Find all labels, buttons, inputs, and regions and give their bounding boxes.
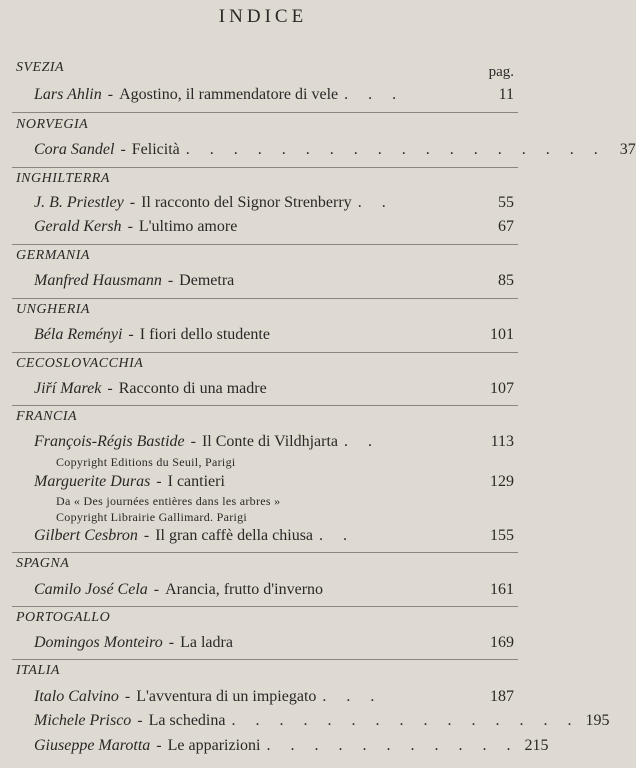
entry-author: Italo Calvino xyxy=(34,688,119,705)
index-entry[interactable]: Gerald Kersh - L'ultimo amore 67 xyxy=(34,218,514,235)
section-divider xyxy=(12,606,518,607)
entry-author: Michele Prisco xyxy=(34,712,132,729)
leader-dots: . . . xyxy=(344,86,405,103)
entry-page: 215 xyxy=(524,737,549,754)
entry-title: L'ultimo amore xyxy=(138,218,238,235)
entry-page: 195 xyxy=(585,712,610,729)
entry-title: Demetra xyxy=(179,272,235,289)
index-entry[interactable]: Domingos Monteiro - La ladra 169 xyxy=(34,634,514,651)
index-entry[interactable]: Manfred Hausmann - Demetra 85 xyxy=(34,272,514,289)
entry-page: 129 xyxy=(490,473,514,490)
entry-author: Giuseppe Marotta xyxy=(34,737,151,754)
index-entry[interactable]: Gilbert Cesbron - Il gran caffè della chiusa . . 155 xyxy=(34,527,514,544)
entry-author: Jiří Marek xyxy=(34,380,102,397)
section-divider xyxy=(12,659,518,660)
entry-page: 187 xyxy=(490,688,514,705)
entry-title: Arancia, frutto d'inverno xyxy=(165,581,324,598)
section-divider xyxy=(12,298,518,299)
index-entry[interactable]: Lars Ahlin - Agostino, il rammendatore di vele . . . 11 xyxy=(34,86,514,103)
country-heading: INGHILTERRA xyxy=(16,171,110,186)
entry-page: 67 xyxy=(498,218,514,235)
entry-title: Le apparizioni xyxy=(167,737,261,754)
entry-title: Il gran caffè della chiusa xyxy=(155,527,314,544)
section-divider xyxy=(12,167,518,168)
country-heading: PORTOGALLO xyxy=(16,610,111,625)
copyright-note: Copyright Librairie Gallimard. Parigi xyxy=(56,510,248,524)
page-title: INDICE xyxy=(218,6,308,27)
source-note: Da « Des journées entières dans les arbres » xyxy=(56,494,281,508)
entry-page: 161 xyxy=(490,581,514,598)
section-divider xyxy=(12,112,518,113)
entry-page: 155 xyxy=(490,527,514,544)
entry-page: 11 xyxy=(498,86,514,103)
index-entry[interactable]: Camilo José Cela - Arancia, frutto d'inverno 161 xyxy=(34,581,514,598)
copyright-note: Copyright Editions du Seuil, Parigi xyxy=(56,455,236,469)
entry-author: Cora Sandel xyxy=(34,141,115,158)
country-heading: GERMANIA xyxy=(16,248,90,263)
entry-page: 85 xyxy=(498,272,514,289)
entry-author: Gerald Kersh xyxy=(34,218,122,235)
country-heading: NORVEGIA xyxy=(16,117,89,132)
entry-title: I fiori dello studente xyxy=(139,326,270,343)
leader-dots: . . . xyxy=(322,688,383,705)
entry-title: L'avventura di un impiegato xyxy=(136,688,317,705)
index-entry[interactable]: Italo Calvino - L'avventura di un impiegato . . . 187 xyxy=(34,688,514,705)
entry-title: Felicità xyxy=(131,141,180,158)
country-heading: CECOSLOVACCHIA xyxy=(16,356,144,371)
entry-author: Lars Ahlin xyxy=(34,86,102,103)
entry-author: J. B. Priestley xyxy=(34,194,124,211)
section-divider xyxy=(12,405,518,406)
entry-title: Il Conte di Vildhjarta xyxy=(201,433,339,450)
leader-dots: . . xyxy=(357,194,394,211)
index-entry[interactable]: Marguerite Duras - I cantieri 129 xyxy=(34,473,514,490)
country-heading: UNGHERIA xyxy=(16,302,90,317)
entry-title: I cantieri xyxy=(167,473,225,490)
leader-dots: . . xyxy=(344,433,381,450)
entry-title: Racconto di una madre xyxy=(118,380,267,397)
entry-page: 107 xyxy=(490,380,514,397)
index-entry[interactable]: Cora Sandel - Felicità . . . . . . . . . . . . . . . . . . 37 xyxy=(34,141,636,158)
entry-title: La schedina xyxy=(148,712,226,729)
leader-dots: . . xyxy=(319,527,356,544)
index-entry[interactable]: Michele Prisco - La schedina . . . . . . . . . . . . . . . 195 xyxy=(34,712,610,729)
index-entry[interactable]: J. B. Priestley - Il racconto del Signor Strenberry . . 55 xyxy=(34,194,514,211)
country-heading: ITALIA xyxy=(16,663,60,678)
entry-page: 169 xyxy=(490,634,514,651)
section-divider xyxy=(12,244,518,245)
index-entry[interactable]: François-Régis Bastide - Il Conte di Vildhjarta . . 113 xyxy=(34,433,514,450)
entry-author: Béla Reményi xyxy=(34,326,123,343)
section-divider xyxy=(12,552,518,553)
entry-author: Camilo José Cela xyxy=(34,581,148,598)
entry-author: Domingos Monteiro xyxy=(34,634,163,651)
entry-author: Gilbert Cesbron xyxy=(34,527,138,544)
index-entry[interactable]: Béla Reményi - I fiori dello studente 101 xyxy=(34,326,514,343)
entry-title: La ladra xyxy=(180,634,233,651)
page-column-label: pag. xyxy=(488,64,514,80)
country-heading: FRANCIA xyxy=(16,409,78,424)
leader-dots: . . . . . . . . . . . xyxy=(266,737,519,754)
entry-author: François-Régis Bastide xyxy=(34,433,185,450)
entry-title: Agostino, il rammendatore di vele xyxy=(119,86,339,103)
leader-dots: . . . . . . . . . . . . . . . xyxy=(231,712,580,729)
country-heading: SVEZIA xyxy=(16,60,65,75)
entry-author: Marguerite Duras xyxy=(34,473,151,490)
index-entry[interactable]: Jiří Marek - Racconto di una madre 107 xyxy=(34,380,514,397)
entry-author: Manfred Hausmann xyxy=(34,272,162,289)
leader-dots: . . . . . . . . . . . . . . . . . . xyxy=(185,141,606,158)
entry-page: 113 xyxy=(490,433,514,450)
country-heading: SPAGNA xyxy=(16,556,70,571)
entry-title: Il racconto del Signor Strenberry xyxy=(141,194,352,211)
entry-page: 37 xyxy=(619,141,636,158)
entry-page: 101 xyxy=(490,326,514,343)
entry-page: 55 xyxy=(498,194,514,211)
section-divider xyxy=(12,352,518,353)
index-entry[interactable]: Giuseppe Marotta - Le apparizioni . . . . . . . . . . . 215 xyxy=(34,737,549,754)
